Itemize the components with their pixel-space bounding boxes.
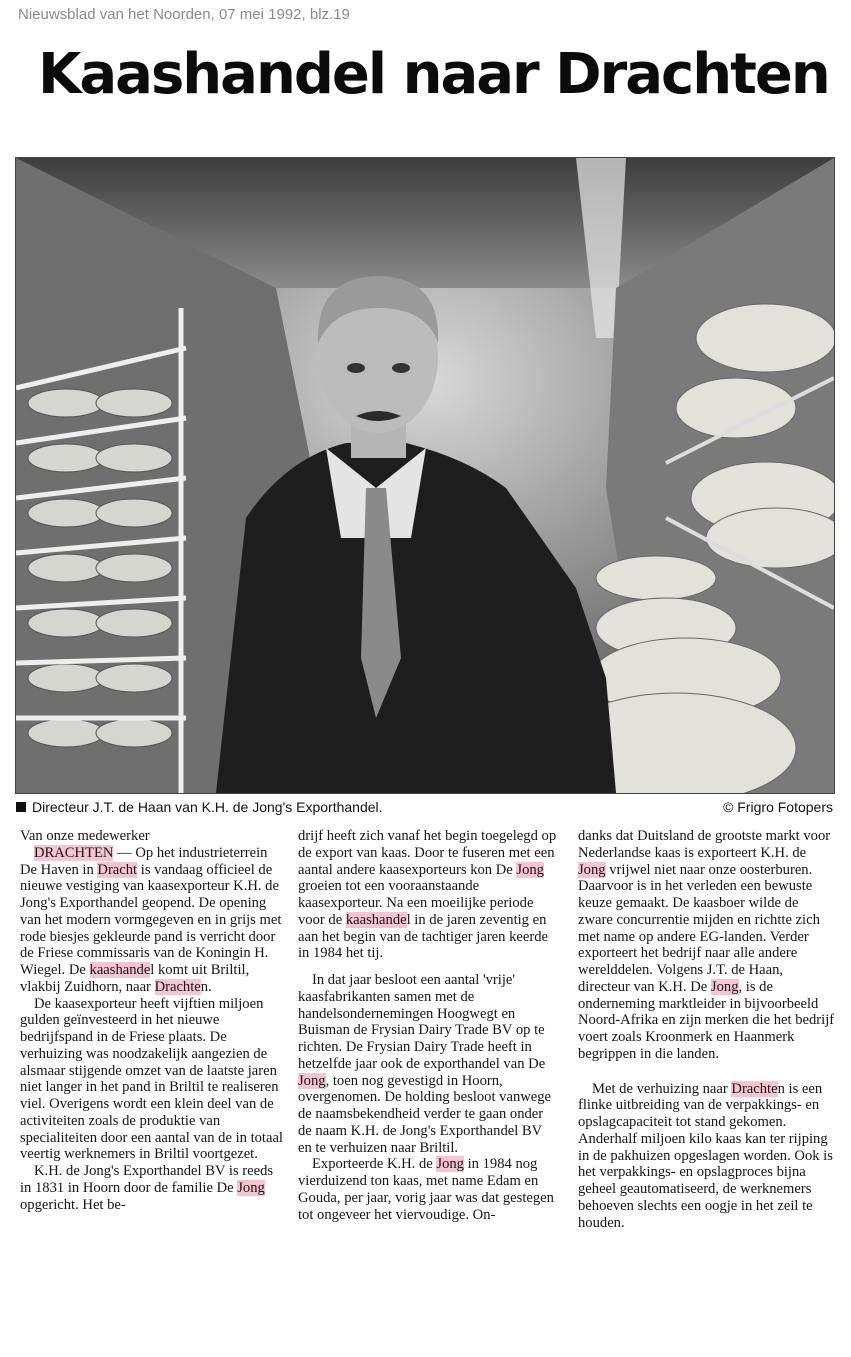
- text-run: K.H. de Jong's Exporthandel BV is reeds in 1831 in Hoorn door de familie De: [20, 1163, 274, 1196]
- text-run: in 1984 nog vierduizend ton kaas, met name Edam en Gouda, per jaar, vorig jaar was dat gestegen tot ongeveer het viervoudige. On-: [298, 1156, 554, 1223]
- text-run: , toen nog gevestigd in Hoorn, overgenomen. De holding besloot vanwege de naamsbekendheid verder te gaan onder de naam K.H. de Jong's Exporthandel BV en te verhuizen naar Briltil.: [298, 1072, 552, 1156]
- paragraph: [578, 1081, 836, 1232]
- photo-caption: [16, 799, 383, 815]
- paragraph: [20, 996, 283, 1164]
- source-line: Nieuwsblad van het Noorden, 07 mei 1992, blz.19: [18, 6, 350, 23]
- photo-caption-text: Directeur J.T. de Haan van K.H. de Jong's Exporthandel.: [32, 799, 383, 815]
- paragraph: [20, 1163, 283, 1213]
- text-run: De kaasexporteur heeft vijftien miljoen gulden geïnvesteerd in het nieuwe bedrijfspand in de Friese plaats. De verhuizing was noodzakelijk aangezien de alsmaar stijgende omzet van de laatste jaren niet langer in het pand in Briltil te realiseren viel. Overigens wordt een klein deel van de activiteiten zoals de produktie van specialiteiten door een aantal van de in totaal veertig werknemers in Briltil voortgezet.: [20, 995, 283, 1163]
- highlight: kaashande: [345, 911, 407, 928]
- highlight: Dracht: [97, 861, 138, 878]
- byline: [20, 828, 283, 845]
- highlight: kaashande: [89, 962, 151, 978]
- highlight: Jong: [578, 861, 606, 878]
- text-run: Met de verhuizing naar: [592, 1080, 732, 1097]
- text-run: In dat jaar besloot een aantal 'vrije' kaasfabrikanten samen met de handelsondernemingen Hoogwegt en Buisman de Frysian Dairy Trade BV op te richten. De Frysian Dairy Trade heeft in hetzelfde jaar ook de exporthandel van De: [298, 972, 546, 1072]
- highlight: Jong: [436, 1156, 464, 1173]
- article-photo: [15, 157, 835, 794]
- article-column-3: [578, 828, 836, 1231]
- text-run: — Op het industrieterrein De Haven in: [20, 844, 268, 878]
- paragraph: [20, 845, 283, 996]
- article-column-1: [20, 828, 283, 1213]
- paragraph: [298, 972, 557, 1156]
- text-run: Van onze medewerker: [20, 828, 150, 844]
- paragraph: [578, 828, 836, 1063]
- caption-square-marker: [16, 802, 26, 812]
- article-column-2: [298, 828, 557, 1223]
- text-run: n is een flinke uitbreiding van de verpakkings- en opslagcapaciteit tot stand gekomen. Anderhalf miljoen kilo kaas kan ter rijping in de pakhuizen opgeslagen worden. Ook is het verpakkings- en opslagproces bijna geheel geautomatiseerd, de werknemers behoeven slechts een oogje in het zeil te houden.: [578, 1080, 833, 1231]
- text-run: is vandaag officieel de nieuwe vestiging van kaasexporteur K.H. de Jong's Exporthandel geopend. De opening van het modern vormgegeven en in grijs met rode biesjes gekleurde pand is verricht door de Friese commissaris van de Koningin H. Wiegel. De: [20, 861, 282, 978]
- highlight: DRACHTEN: [34, 844, 114, 861]
- photo-credit: © Frigro Fotopers: [723, 799, 833, 815]
- headline: Kaashandel naar Drachten: [38, 42, 829, 107]
- highlight: Jong: [516, 861, 544, 878]
- paragraph: [298, 828, 557, 962]
- text-run: l in de jaren zeventig en aan het begin van de tachtiger jaren keerde in 1984 het tij.: [298, 911, 548, 962]
- highlight: Jong: [710, 978, 739, 995]
- text-run: vrijwel niet naar onze oosterburen. Daarvoor is in het verleden een bewuste keuze gemaakt. De kaasboer wilde de zware concurrentie mijden en richtte zich met name op andere EG-landen. Verder exporteert het bedrijf naar alle andere werelddelen. Volgens J.T. de Haan, directeur van K.H. De: [578, 861, 820, 995]
- text-run: Exporteerde K.H. de: [312, 1156, 437, 1173]
- paragraph: [298, 1156, 557, 1223]
- highlight: Jong: [298, 1072, 326, 1089]
- text-run: groeien tot een vooraanstaande kaasexporteur. Na een moeilijke periode voor de: [298, 878, 534, 928]
- highlight: Drachte: [731, 1080, 778, 1097]
- text-run: , is de onderneming marktleider in bijvoorbeeld Noord-Afrika en zijn merken die het bedrijf voert zoals Kroonmerk en Haanmerk begrippen in die landen.: [578, 978, 835, 1062]
- text-run: opgericht. Het be-: [20, 1196, 126, 1213]
- text-run: drijf heeft zich vanaf het begin toegelegd op de export van kaas. Door te fuseren met een aantal andere kaasexporteurs kon De: [298, 828, 557, 878]
- text-run: n.: [200, 978, 212, 995]
- text-run: danks dat Duitsland de grootste markt voor Nederlandse kaas is exporteert K.H. de: [578, 828, 831, 861]
- highlight: Drachte: [154, 978, 201, 995]
- text-run: l komt uit Briltil, vlakbij Zuidhorn, naar: [20, 962, 250, 995]
- highlight: Jong: [237, 1179, 265, 1196]
